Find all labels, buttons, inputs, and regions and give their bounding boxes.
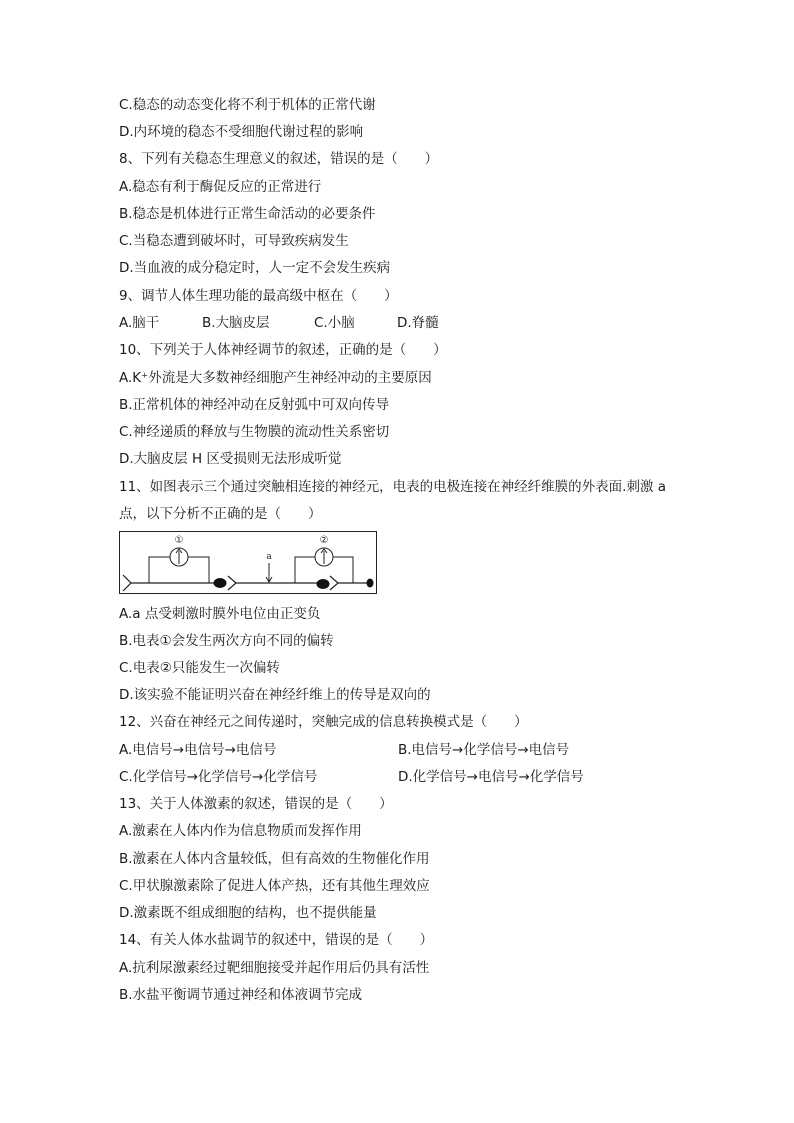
q10-option-d: D.大脑皮层 H 区受损则无法形成听觉	[119, 451, 342, 467]
q13-option-c: C.甲状腺激素除了促进人体产热，还有其他生理效应	[119, 878, 430, 894]
q8-option-b: B.稳态是机体进行正常生命活动的必要条件	[119, 206, 376, 222]
point-a-label: a	[266, 552, 272, 562]
q10-option-b: B.正常机体的神经冲动在反射弧中可双向传导	[119, 397, 390, 413]
q7-option-d: D.内环境的稳态不受细胞代谢过程的影响	[119, 124, 364, 140]
neuron3-end	[367, 579, 374, 588]
q12-option-a: A.电信号→电信号→电信号	[119, 742, 277, 758]
q12-option-b: B.电信号→化学信号→电信号	[398, 742, 570, 758]
q11-option-c: C.电表②只能发生一次偏转	[119, 660, 280, 676]
q11-option-d: D.该实验不能证明兴奋在神经纤维上的传导是双向的	[119, 687, 431, 703]
q12-option-d: D.化学信号→电信号→化学信号	[398, 769, 584, 785]
q9-option-b: B.大脑皮层	[202, 315, 270, 331]
q13-stem: 13、关于人体激素的叙述，错误的是（ ）	[119, 796, 393, 812]
meter1-label: ①	[174, 535, 184, 546]
q13-option-a: A.激素在人体内作为信息物质而发挥作用	[119, 823, 362, 839]
synapse2-terminal	[317, 579, 330, 589]
q9-option-d: D.脊髓	[397, 315, 439, 331]
q10-option-c: C.神经递质的释放与生物膜的流动性关系密切	[119, 424, 390, 440]
q9-stem: 9、调节人体生理功能的最高级中枢在（ ）	[119, 288, 398, 304]
neuron-diagram	[119, 531, 378, 595]
q12-stem: 12、兴奋在神经元之间传递时，突触完成的信息转换模式是（ ）	[119, 714, 528, 730]
q8-option-a: A.稳态有利于酶促反应的正常进行	[119, 179, 322, 195]
q13-option-d: D.激素既不组成细胞的结构，也不提供能量	[119, 905, 377, 921]
q9-option-c: C.小脑	[314, 315, 355, 331]
q14-option-b: B.水盐平衡调节通过神经和体液调节完成	[119, 987, 363, 1003]
q8-stem: 8、下列有关稳态生理意义的叙述，错误的是（ ）	[119, 151, 439, 167]
q11-option-a: A.a 点受刺激时膜外电位由正变负	[119, 606, 321, 622]
q9-option-a: A.脑干	[119, 315, 160, 331]
q13-option-b: B.激素在人体内含量较低，但有高效的生物催化作用	[119, 851, 430, 867]
q7-option-c: C.稳态的动态变化将不利于机体的正常代谢	[119, 97, 376, 113]
neuron2-dendrite	[228, 576, 236, 590]
q10-stem: 10、下列关于人体神经调节的叙述，正确的是（ ）	[119, 342, 447, 358]
q11-option-b: B.电表①会发生两次方向不同的偏转	[119, 633, 334, 649]
q12-option-c: C.化学信号→化学信号→化学信号	[119, 769, 318, 785]
diagram-frame	[120, 532, 377, 594]
neuron3-dendrite	[330, 576, 338, 590]
q14-option-a: A.抗利尿激素经过靶细胞接受并起作用后仍具有活性	[119, 960, 430, 976]
q14-stem: 14、有关人体水盐调节的叙述中，错误的是（ ）	[119, 932, 434, 948]
q8-option-c: C.当稳态遭到破坏时，可导致疾病发生	[119, 233, 349, 249]
q11-stem-line1: 11、如图表示三个通过突触相连接的神经元，电表的电极连接在神经纤维膜的外表面.刺激 a	[119, 479, 667, 495]
q10-option-a: A.K⁺外流是大多数神经细胞产生神经冲动的主要原因	[119, 370, 432, 386]
synapse1-terminal	[214, 578, 227, 588]
q8-option-d: D.当血液的成分稳定时，人一定不会发生疾病	[119, 260, 391, 276]
q11-stem-line2: 点，以下分析不正确的是（ ）	[119, 506, 322, 522]
neuron1-dendrite	[123, 575, 131, 591]
meter2-label: ②	[319, 535, 329, 546]
